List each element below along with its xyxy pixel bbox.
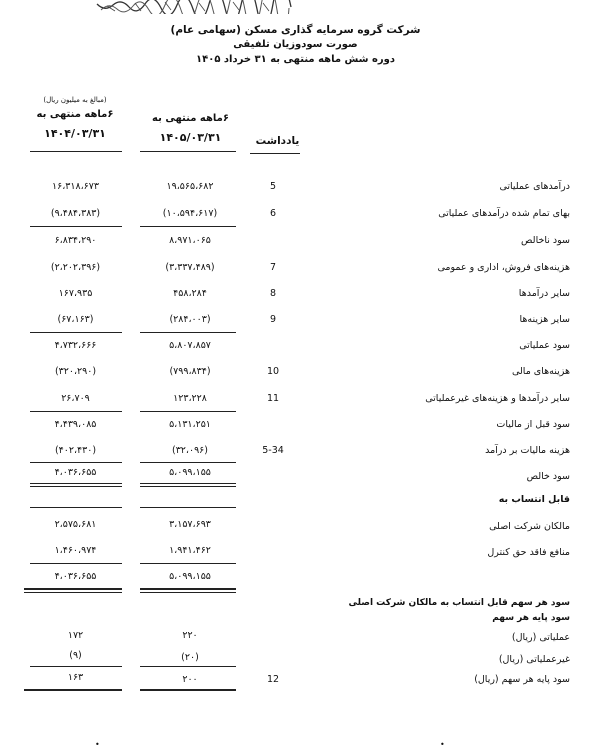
subtotal-line-current — [140, 563, 236, 564]
scan-mark: • — [95, 740, 100, 749]
total-double-line-prior — [24, 592, 122, 593]
eps-basic-label: سود پایه هر سهم (ریال) — [474, 674, 570, 685]
subtotal-line-current — [140, 666, 236, 667]
row-operating-profit-prior: ۴،۷۳۲،۶۶۶ — [54, 340, 97, 351]
eps-non-operating-prior: (۹) — [69, 650, 82, 661]
eps-subheading: سود پایه هر سهم — [492, 613, 570, 623]
row-revenue-label: درآمدهای عملیاتی — [499, 181, 570, 192]
row-profit-before-tax-current: ۵،۱۳۱،۲۵۱ — [169, 419, 211, 430]
row-revenue-current: ۱۹،۵۶۵،۶۸۲ — [166, 181, 214, 192]
row-gross-profit-current: ۸،۹۷۱،۰۶۵ — [169, 235, 211, 246]
subtotal-line-current — [140, 462, 236, 463]
attrib-total-prior: ۴،۰۳۶،۶۵۵ — [54, 571, 97, 582]
row-profit-before-tax-prior: ۴،۴۳۹،۰۸۵ — [54, 419, 97, 430]
attrib-owners-current: ۳،۱۵۷،۶۹۳ — [169, 519, 211, 530]
prior-header-underline — [30, 151, 122, 152]
row-revenue-prior: ۱۶،۳۱۸،۶۷۳ — [52, 181, 99, 192]
eps-operating-label: عملیاتی (ریال) — [511, 632, 570, 643]
row-income-tax-note: 5-34 — [262, 445, 284, 456]
total-line-prior — [24, 689, 122, 691]
row-cost-of-sales-prior: (۹،۴۸۴،۳۸۳) — [50, 208, 101, 219]
row-finance-costs-label: هزینه‌های مالی — [511, 366, 570, 377]
row-net-profit-prior: ۴،۰۳۶،۶۵۵ — [54, 467, 97, 478]
row-admin-expenses-note: 7 — [269, 262, 277, 273]
total-line-current — [140, 588, 236, 590]
current-column-title: ۶ماهه منتهی به — [152, 113, 229, 124]
eps-non-operating-label: غیرعملیاتی (ریال) — [498, 654, 570, 665]
section-line-current — [140, 507, 236, 508]
row-other-expenses-current: (۲۸۴،۰۰۳) — [169, 314, 211, 325]
subtotal-line-prior — [30, 462, 122, 463]
total-double-line-current — [140, 486, 236, 487]
company-seal-logo — [95, 0, 295, 14]
subtotal-line-prior — [30, 411, 122, 412]
row-operating-profit-current: ۵،۸۰۷،۸۵۷ — [169, 340, 211, 351]
eps-heading: سود هر سهم قابل انتساب به مالکان شرکت اصلی — [348, 598, 570, 608]
period-title: دوره شش ماهه منتهی به ۳۱ خرداد ۱۴۰۵ — [196, 54, 395, 65]
eps-basic-current: ۲۰۰ — [182, 674, 198, 685]
eps-operating-current: ۲۲۰ — [182, 630, 198, 641]
note-header-underline — [250, 153, 300, 154]
unit-note: (مبالغ به میلیون ریال) — [43, 96, 107, 104]
attrib-owners-label: مالکان شرکت اصلی — [489, 521, 570, 532]
row-revenue-note: 5 — [269, 181, 277, 192]
subtotal-line-prior — [30, 332, 122, 333]
row-admin-expenses-label: هزینه‌های فروش، اداری و عمومی — [437, 262, 570, 273]
eps-non-operating-current: (۲۰) — [181, 652, 199, 663]
subtotal-line-current — [140, 411, 236, 412]
note-column-title: یادداشت — [255, 135, 300, 147]
section-line-prior — [30, 507, 122, 508]
eps-operating-prior: ۱۷۲ — [67, 630, 84, 641]
row-net-profit-label: سود خالص — [526, 471, 570, 482]
current-header-underline — [140, 151, 236, 152]
company-name: شرکت گروه سرمایه گذاری مسکن (سهامی عام) — [170, 24, 421, 36]
attrib-nci-current: ۱،۹۴۱،۴۶۲ — [169, 545, 211, 556]
scan-mark: • — [440, 740, 445, 749]
attrib-owners-prior: ۲،۵۷۵،۶۸۱ — [54, 519, 97, 530]
row-cost-of-sales-note: 6 — [269, 208, 277, 219]
row-non-operating-prior: ۲۶،۷۰۹ — [61, 393, 90, 404]
total-line-current — [140, 483, 236, 484]
row-net-profit-current: ۵،۰۹۹،۱۵۵ — [169, 467, 211, 478]
total-double-line-prior — [30, 486, 122, 487]
subtotal-line-current — [140, 332, 236, 333]
attrib-nci-label: منافع فاقد حق کنترل — [487, 547, 570, 558]
subtotal-line-prior — [30, 563, 122, 564]
row-other-expenses-note: 9 — [269, 314, 277, 325]
row-admin-expenses-prior: (۲،۲۰۲،۳۹۶) — [50, 262, 101, 273]
row-non-operating-current: ۱۲۳،۲۲۸ — [173, 393, 207, 404]
subtotal-line-prior — [30, 226, 122, 227]
row-other-income-note: 8 — [269, 288, 277, 299]
total-line-prior — [30, 483, 122, 484]
row-other-income-label: سایر درآمدها — [518, 288, 570, 299]
row-gross-profit-prior: ۶،۸۳۴،۲۹۰ — [54, 235, 97, 246]
statement-title: صورت سودوزیان تلفیقی — [233, 39, 358, 50]
row-other-income-current: ۴۵۸،۲۸۴ — [173, 288, 207, 299]
attrib-total-current: ۵،۰۹۹،۱۵۵ — [169, 571, 211, 582]
subtotal-line-current — [140, 226, 236, 227]
attrib-heading: قابل انتساب به — [498, 494, 570, 505]
prior-column-title: ۶ماهه منتهی به — [36, 109, 114, 120]
row-finance-costs-prior: (۳۲۰،۲۹۰) — [54, 366, 97, 377]
row-cost-of-sales-label: بهای تمام شده درآمدهای عملیاتی — [438, 208, 570, 219]
row-other-income-prior: ۱۶۷،۹۳۵ — [58, 288, 93, 299]
row-other-expenses-label: سایر هزینه‌ها — [519, 314, 570, 325]
eps-basic-prior: ۱۶۳ — [67, 672, 84, 683]
row-non-operating-label: سایر درآمدها و هزینه‌های غیرعملیاتی — [425, 393, 570, 404]
row-finance-costs-current: (۷۹۹،۸۳۴) — [169, 366, 211, 377]
row-other-expenses-prior: (۶۷،۱۶۳) — [57, 314, 94, 325]
attrib-nci-prior: ۱،۴۶۰،۹۷۴ — [54, 545, 97, 556]
row-income-tax-prior: (۴۰۲،۴۳۰) — [54, 445, 97, 456]
row-income-tax-label: هزینه مالیات بر درآمد — [485, 445, 570, 456]
current-column-date: ۱۴۰۵/۰۳/۳۱ — [159, 131, 222, 144]
row-operating-profit-label: سود عملیاتی — [519, 340, 570, 351]
prior-column-date: ۱۴۰۴/۰۳/۳۱ — [44, 127, 106, 140]
row-admin-expenses-current: (۳،۳۳۷،۴۸۹) — [165, 262, 215, 273]
row-profit-before-tax-label: سود قبل از مالیات — [496, 419, 570, 430]
total-line-current — [140, 689, 236, 691]
row-cost-of-sales-current: (۱۰،۵۹۴،۶۱۷) — [162, 208, 218, 219]
total-line-prior — [24, 588, 122, 590]
row-income-tax-current: (۳۲،۰۹۶) — [171, 445, 209, 456]
row-non-operating-note: 11 — [266, 393, 280, 404]
row-gross-profit-label: سود ناخالص — [521, 235, 570, 246]
eps-basic-note: 12 — [266, 674, 280, 685]
row-finance-costs-note: 10 — [266, 366, 280, 377]
subtotal-line-prior — [30, 666, 122, 667]
total-double-line-current — [140, 592, 236, 593]
